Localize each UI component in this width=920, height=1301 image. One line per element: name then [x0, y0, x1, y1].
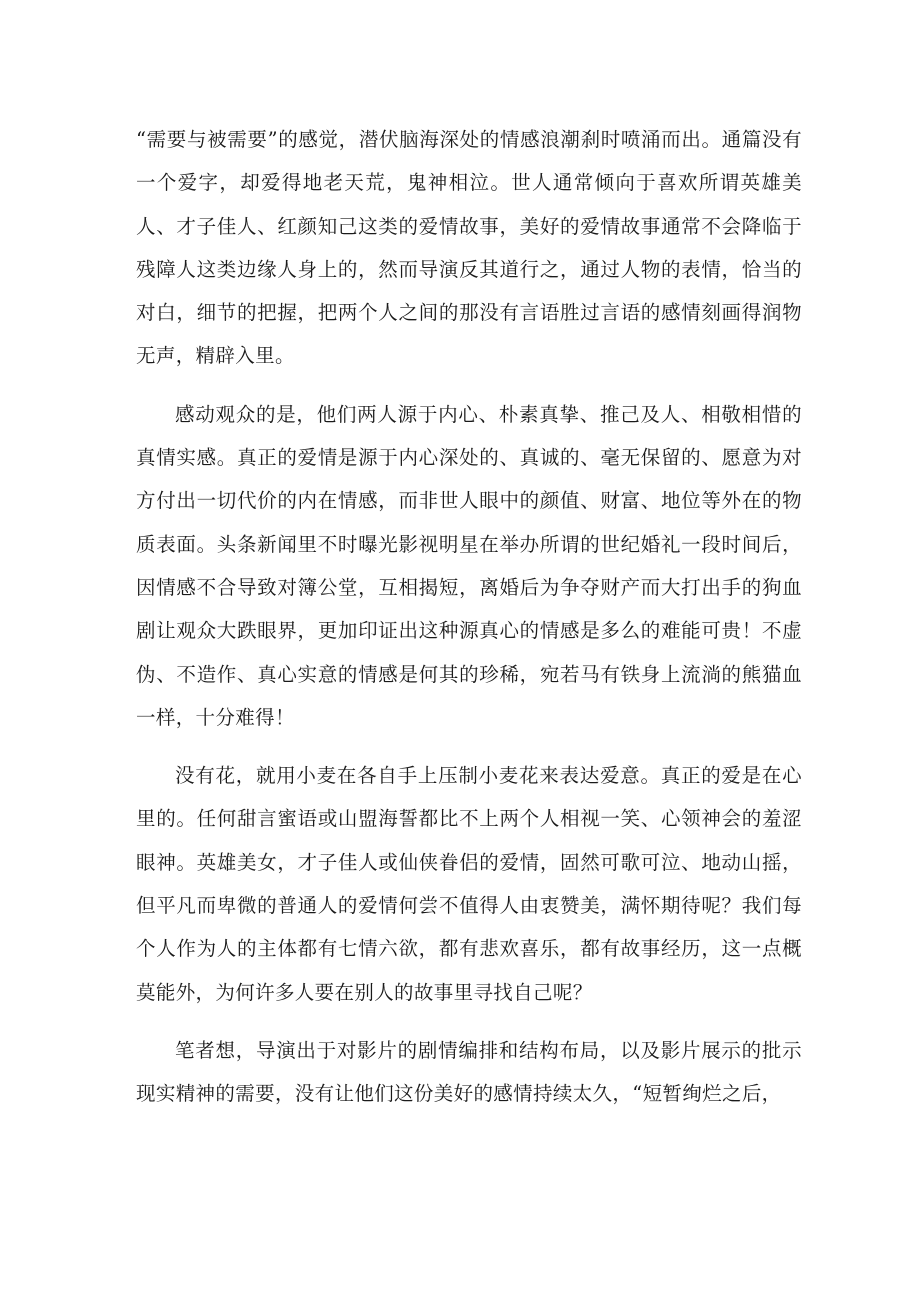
paragraph-continuation: “需要与被需要”的感觉，潜伏脑海深处的情感浪潮刹时喷涌而出。通篇没有一个爱字，却爱得地老天荒，鬼神相泣。世人通常倾向于喜欢所谓英雄美人、才子佳人、红颜知己这类的爱情故事，美好的爱情故事通常不会降临于残障人这类边缘人身上的，然而导演反其道行之，通过人物的表情，恰当的对白，细节的把握，把两个人之间的那没有言语胜过言语的感情刻画得润物无声，精辟入里。	[136, 128, 802, 368]
paragraph: 笔者想，导演出于对影片的剧情编排和结构布局，以及影片展示的批示现实精神的需要，没有让他们这份美好的感情持续太久，“短暂绚烂之后，	[136, 1038, 802, 1106]
paragraph: 没有花，就用小麦在各自手上压制小麦花来表达爱意。真正的爱是在心里的。任何甜言蜜语或山盟海誓都比不上两个人相视一笑、心领神会的羞涩眼神。英雄美女，才子佳人或仙侠眷侣的爱情，固然可歌可泣、地动山摇，但平凡而卑微的普通人的爱情何尝不值得人由衷赞美，满怀期待呢？我们每个人作为人的主体都有七情六欲，都有悲欢喜乐，都有故事经历，这一点概莫能外，为何许多人要在别人的故事里寻找自己呢？	[136, 764, 802, 1004]
paragraph: 感动观众的是，他们两人源于内心、朴素真挚、推己及人、相敬相惜的真情实感。真正的爱情是源于内心深处的、真诚的、毫无保留的、愿意为对方付出一切代价的内在情感，而非世人眼中的颜值、财富、地位等外在的物质表面。头条新闻里不时曝光影视明星在举办所谓的世纪婚礼一段时间后，因情感不合导致对簿公堂，互相揭短，离婚后为争夺财产而大打出手的狗血剧让观众大跌眼界，更加印证出这种源真心的情感是多么的难能可贵！不虚伪、不造作、真心实意的情感是何其的珍稀，宛若马有铁身上流淌的熊猫血一样，十分难得！	[136, 402, 802, 729]
document-body	[136, 118, 802, 1116]
